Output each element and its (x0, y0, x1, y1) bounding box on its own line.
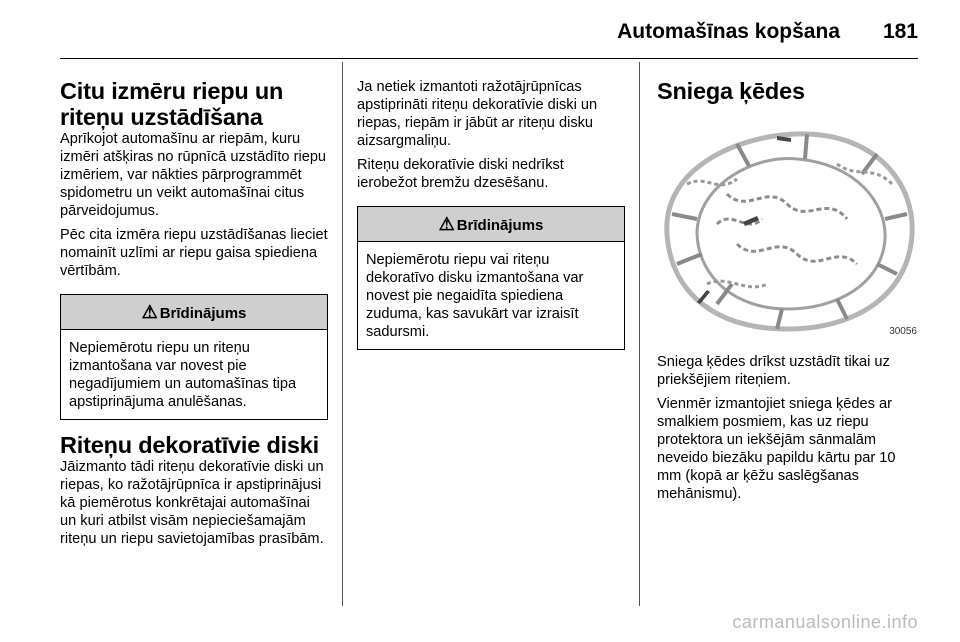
paragraph: Aprīkojot automašīnu ar riepām, kuru izmēri atšķiras no rūpnīcā uzstādīto riepu izmēriem, var nākties pārprogrammēt spidometru un veikt automašīnai citus pārveidojumus. (60, 131, 327, 219)
warning-body (358, 242, 624, 349)
warning-body (61, 330, 327, 419)
snow-chains-illustration (657, 124, 919, 339)
warning-title: Brīdinājums (456, 217, 544, 234)
section-title: Automašīnas kopšana (617, 20, 840, 43)
paragraph: Pēc cita izmēra riepu uzstādīšanas lieciet nomainīt uzlīmi ar riepu gaisa spiediena vērtībām. (60, 227, 328, 279)
warning-box (60, 294, 328, 420)
warning-text: Nepiemērotu riepu un riteņu izmantošana var novest pie negadījumiem un automašīnas tipa apstiprinājuma anulēšanas. (69, 340, 297, 410)
warning-title: Brīdinājums (159, 305, 247, 322)
paragraph: Sniega ķēdes drīkst uzstādīt tikai uz priekšējiem riteņiem. (657, 354, 890, 388)
page-number: 181 (882, 20, 918, 43)
column-divider (639, 62, 640, 606)
page-header (60, 14, 918, 59)
paragraph: Ja netiek izmantoti ražotājrūpnīcas apstiprināti riteņu dekoratīvie diski un riepas, riepām ir jābūt ar riteņu disku aizsargmaliņu. (357, 79, 598, 149)
column-2 (357, 78, 625, 362)
watermark: carmanualsonline.info (732, 612, 918, 632)
warning-box (357, 206, 625, 350)
column-1 (60, 78, 328, 554)
heading-snow-chains: Sniega ķēdes (657, 78, 805, 104)
figure-code: 30056 (889, 326, 917, 337)
paragraph: Vienmēr izmantojiet sniega ķēdes ar smalkiem posmiem, kas uz riepu protektora un iekšējām sānmalām neveido biezāku papildu kārtu par 10 mm (kopā ar ķēžu saslēgšanas mehānismu). (657, 396, 896, 502)
paragraph: Jāizmanto tādi riteņu dekoratīvie diski un riepas, ko ražotājrūpnīca ir apstiprinājusi kā piemērotus konkrētajai automašīnai un kuri atbilst visām nepieciešamajām riteņu un riepu savietojamības prasībām. (60, 459, 324, 547)
paragraph: Riteņu dekoratīvie diski nedrīkst ierobežot bremžu dzesēšanu. (357, 157, 564, 191)
snow-chains-icon (657, 124, 919, 339)
warning-header (358, 207, 624, 242)
column-divider (342, 62, 343, 606)
warning-triangle-icon: ⚠ (141, 302, 158, 322)
warning-text: Nepiemērotu riepu vai riteņu dekoratīvo disku izmantošana var novest pie negaidīta spiediena zuduma, kas savukārt var izraisīt sadursmi. (366, 252, 584, 340)
heading-tire-size: Citu izmēru riepu un riteņu uzstādīšana (60, 78, 284, 130)
warning-header (61, 295, 327, 330)
heading-wheel-covers: Riteņu dekoratīvie diski (60, 432, 320, 458)
warning-triangle-icon: ⚠ (438, 214, 455, 234)
column-3 (657, 78, 922, 509)
